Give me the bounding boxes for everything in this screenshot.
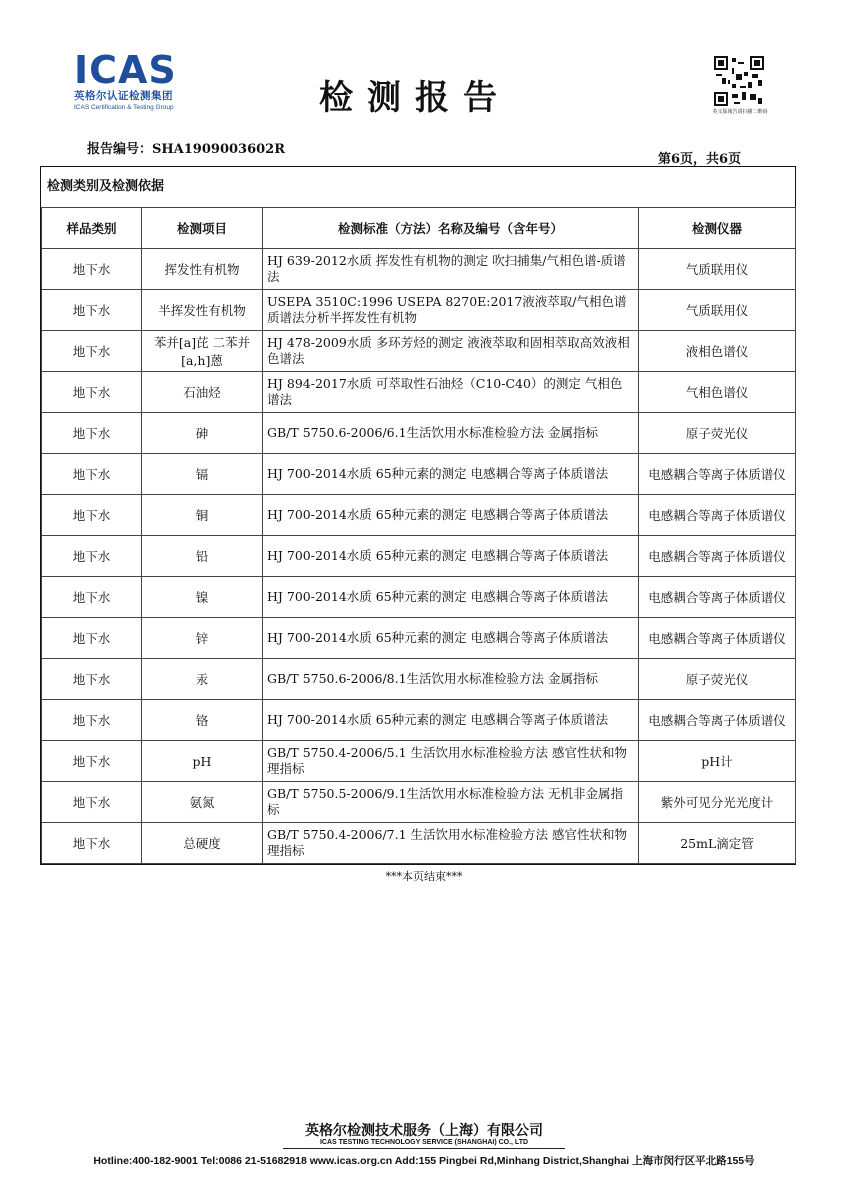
cell-category: 地下水 xyxy=(42,413,142,454)
cell-standard: HJ 894-2017水质 可萃取性石油烃（C10-C40）的测定 气相色谱法 xyxy=(263,372,639,413)
cell-category: 地下水 xyxy=(42,782,142,823)
cell-item: 汞 xyxy=(142,659,263,700)
footer-divider xyxy=(283,1148,565,1149)
cell-item: 半挥发性有机物 xyxy=(142,290,263,331)
table-row xyxy=(42,331,796,372)
cell-standard: HJ 700-2014水质 65种元素的测定 电感耦合等离子体质谱法 xyxy=(263,495,639,536)
column-header-instrument: 检测仪器 xyxy=(639,208,796,249)
qr-caption: 英文版報告请扫描二维码 xyxy=(712,109,768,115)
cell-item: 挥发性有机物 xyxy=(142,249,263,290)
cell-standard: HJ 639-2012水质 挥发性有机物的测定 吹扫捕集/气相色谱-质谱法 xyxy=(263,249,639,290)
cell-instrument: 原子荧光仪 xyxy=(639,659,796,700)
company-logo xyxy=(74,50,194,112)
cell-category: 地下水 xyxy=(42,290,142,331)
table-row xyxy=(42,618,796,659)
cell-category: 地下水 xyxy=(42,331,142,372)
cell-item: 锌 xyxy=(142,618,263,659)
cell-instrument: 气相色谱仪 xyxy=(639,372,796,413)
table-row xyxy=(42,741,796,782)
cell-instrument: 液相色谱仪 xyxy=(639,331,796,372)
table-row xyxy=(42,659,796,700)
section-title: 检测类别及检测依据 xyxy=(47,179,165,194)
cell-standard: GB/T 5750.4-2006/5.1 生活饮用水标准检验方法 感官性状和物理指标 xyxy=(263,741,639,782)
table-row xyxy=(42,700,796,741)
cell-instrument: 气质联用仪 xyxy=(639,290,796,331)
table-row xyxy=(42,536,796,577)
cell-category: 地下水 xyxy=(42,577,142,618)
cell-item: pH xyxy=(142,741,263,782)
table-row xyxy=(42,249,796,290)
cell-item: 苯并[a]芘 二苯并[a,h]蒽 xyxy=(142,331,263,372)
cell-standard: USEPA 3510C:1996 USEPA 8270E:2017液液萃取/气相色谱质谱法分析半挥发性有机物 xyxy=(263,290,639,331)
cell-category: 地下水 xyxy=(42,536,142,577)
cell-instrument: 原子荧光仪 xyxy=(639,413,796,454)
column-header-item: 检测项目 xyxy=(142,208,263,249)
cell-instrument: 电感耦合等离子体质谱仪 xyxy=(639,454,796,495)
table-row xyxy=(42,454,796,495)
page-number: 第6页，共6页 xyxy=(658,152,742,167)
cell-item: 砷 xyxy=(142,413,263,454)
cell-item: 镉 xyxy=(142,454,263,495)
table-row xyxy=(42,782,796,823)
cell-category: 地下水 xyxy=(42,823,142,864)
test-basis-table xyxy=(41,207,796,864)
logo-mark: ICAS xyxy=(74,48,177,92)
cell-item: 铬 xyxy=(142,700,263,741)
cell-item: 铅 xyxy=(142,536,263,577)
cell-instrument: pH计 xyxy=(639,741,796,782)
cell-instrument: 25mL滴定管 xyxy=(639,823,796,864)
table-row xyxy=(42,413,796,454)
cell-category: 地下水 xyxy=(42,372,142,413)
cell-item: 石油烃 xyxy=(142,372,263,413)
cell-instrument: 电感耦合等离子体质谱仪 xyxy=(639,700,796,741)
cell-category: 地下水 xyxy=(42,249,142,290)
cell-item: 镍 xyxy=(142,577,263,618)
logo-chinese-name: 英格尔认证检测集团 xyxy=(74,90,173,102)
cell-standard: GB/T 5750.5-2006/9.1生活饮用水标准检验方法 无机非金属指标 xyxy=(263,782,639,823)
cell-standard: GB/T 5750.6-2006/6.1生活饮用水标准检验方法 金属指标 xyxy=(263,413,639,454)
cell-standard: HJ 700-2014水质 65种元素的测定 电感耦合等离子体质谱法 xyxy=(263,536,639,577)
cell-item: 铜 xyxy=(142,495,263,536)
table-row xyxy=(42,823,796,864)
cell-category: 地下水 xyxy=(42,659,142,700)
cell-standard: HJ 700-2014水质 65种元素的测定 电感耦合等离子体质谱法 xyxy=(263,454,639,495)
cell-category: 地下水 xyxy=(42,618,142,659)
table-row xyxy=(42,290,796,331)
report-number: 报告编号：SHA1909003602R xyxy=(87,142,286,157)
cell-category: 地下水 xyxy=(42,454,142,495)
cell-instrument: 电感耦合等离子体质谱仪 xyxy=(639,577,796,618)
logo-english-name: ICAS Certification & Testing Group xyxy=(74,104,174,111)
cell-category: 地下水 xyxy=(42,741,142,782)
qr-code-icon xyxy=(714,56,764,106)
cell-standard: HJ 478-2009水质 多环芳烃的测定 液液萃取和固相萃取高效液相色谱法 xyxy=(263,331,639,372)
column-header-standard: 检测标准（方法）名称及编号（含年号） xyxy=(263,208,639,249)
cell-standard: HJ 700-2014水质 65种元素的测定 电感耦合等离子体质谱法 xyxy=(263,618,639,659)
page-title: 检测报告 xyxy=(319,78,511,118)
footer-contact-line: Hotline:400-182-9001 Tel:0086 21-51682918 www.icas.org.cn Add:155 Pingbei Rd,Minhang District,Shanghai 上海市闵行区平北路155号 xyxy=(93,1155,755,1167)
end-of-page-marker: ***本页结束*** xyxy=(385,870,463,883)
cell-instrument: 电感耦合等离子体质谱仪 xyxy=(639,495,796,536)
table-row xyxy=(42,495,796,536)
table-header-row xyxy=(42,208,796,249)
cell-instrument: 气质联用仪 xyxy=(639,249,796,290)
cell-standard: GB/T 5750.4-2006/7.1 生活饮用水标准检验方法 感官性状和物理指标 xyxy=(263,823,639,864)
cell-instrument: 电感耦合等离子体质谱仪 xyxy=(639,536,796,577)
cell-category: 地下水 xyxy=(42,495,142,536)
table-row xyxy=(42,577,796,618)
cell-standard: GB/T 5750.6-2006/8.1生活饮用水标准检验方法 金属指标 xyxy=(263,659,639,700)
footer-company-name: 英格尔检测技术服务（上海）有限公司 xyxy=(305,1123,543,1139)
cell-instrument: 电感耦合等离子体质谱仪 xyxy=(639,618,796,659)
cell-item: 氨氮 xyxy=(142,782,263,823)
cell-category: 地下水 xyxy=(42,700,142,741)
cell-item: 总硬度 xyxy=(142,823,263,864)
footer-company-english: ICAS TESTING TECHNOLOGY SERVICE (SHANGHAI) CO., LTD xyxy=(319,1139,529,1146)
table-row xyxy=(42,372,796,413)
cell-standard: HJ 700-2014水质 65种元素的测定 电感耦合等离子体质谱法 xyxy=(263,577,639,618)
cell-standard: HJ 700-2014水质 65种元素的测定 电感耦合等离子体质谱法 xyxy=(263,700,639,741)
test-basis-frame xyxy=(40,166,796,865)
column-header-category: 样品类别 xyxy=(42,208,142,249)
cell-instrument: 紫外可见分光光度计 xyxy=(639,782,796,823)
